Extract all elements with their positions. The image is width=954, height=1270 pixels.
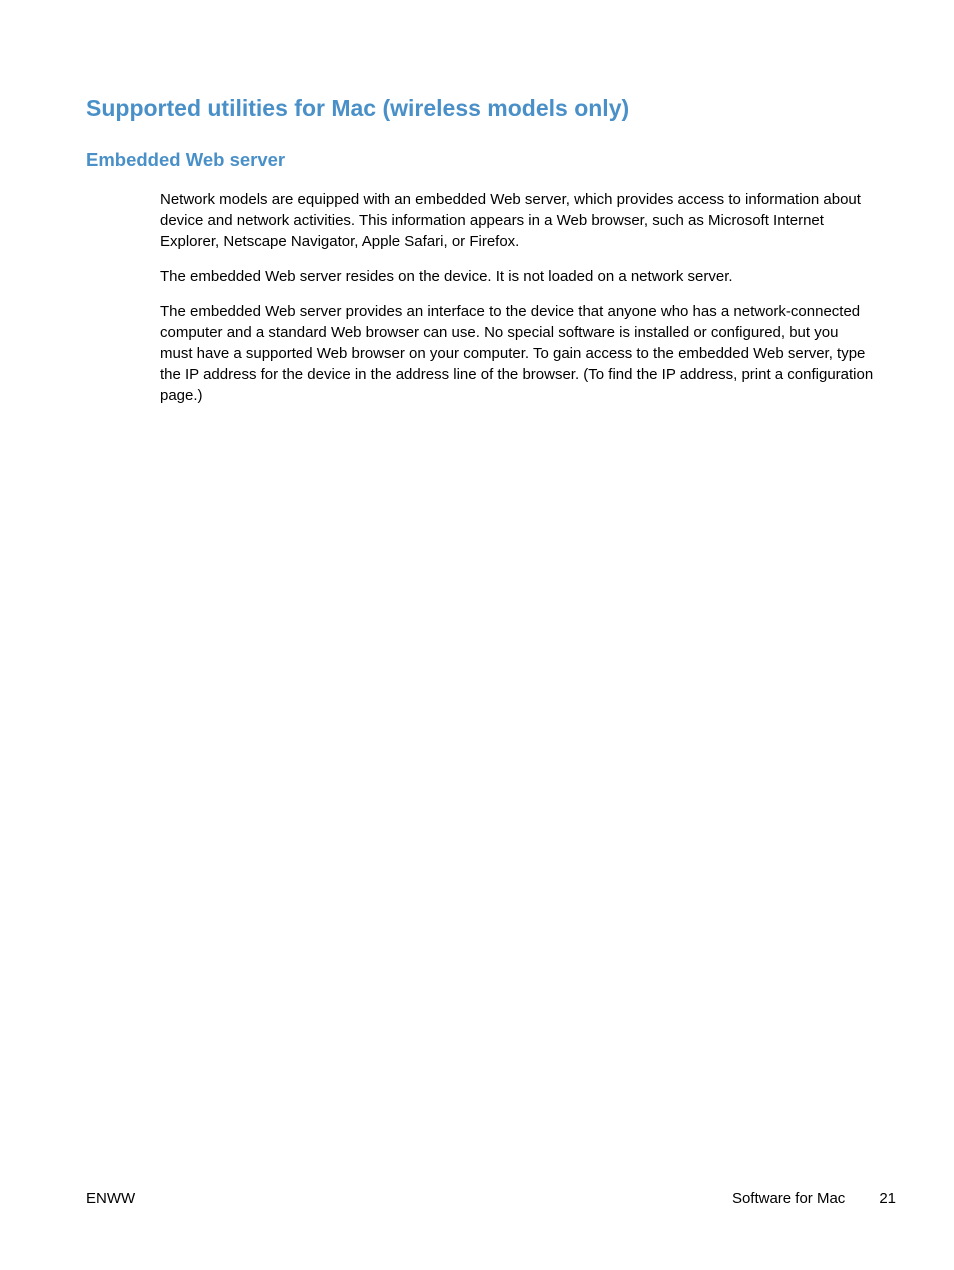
footer-locale: ENWW <box>86 1190 136 1207</box>
page-number: 21 <box>879 1190 896 1207</box>
body-text <box>160 189 875 420</box>
section-title: Embedded Web server <box>86 149 286 170</box>
paragraph-location: The embedded Web server resides on the device. It is not loaded on a network server. <box>160 268 733 285</box>
paragraph-access: The embedded Web server provides an interface to the device that anyone who has a network-connected computer and a standard Web browser can use. No special software is installed or configured, but you must have a supported Web browser on your computer. To gain access to the embedded Web server, type the IP address for the device in the address line of the browser. (To find the IP address, print a configuration page.) <box>160 303 874 404</box>
footer-section-name: Software for Mac <box>731 1190 846 1207</box>
footer-right <box>732 1188 896 1209</box>
page-title: Supported utilities for Mac (wireless models only) <box>86 95 630 121</box>
paragraph-intro: Network models are equipped with an embedded Web server, which provides access to information about device and network activities. This information appears in a Web browser, such as Microsoft Internet Explorer, Netscape Navigator, Apple Safari, or Firefox. <box>160 191 861 250</box>
